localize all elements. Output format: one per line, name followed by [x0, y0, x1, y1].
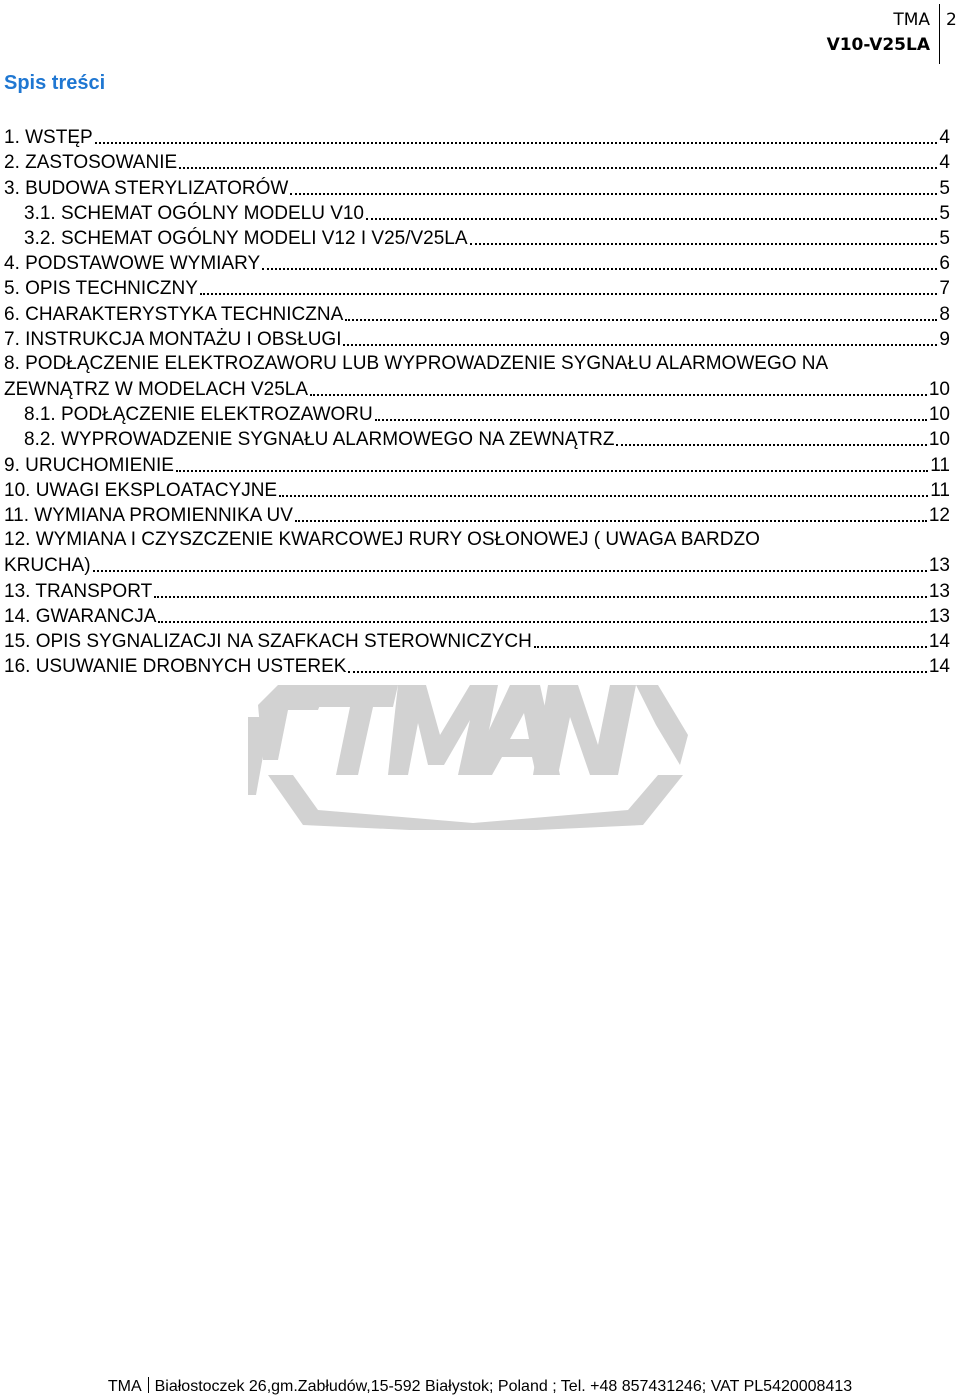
- toc-entry-page: 10: [928, 404, 950, 426]
- toc-entry-label: 15. OPIS SYGNALIZACJI NA SZAFKACH STEROWNICZYCH: [4, 630, 532, 652]
- toc-leader-dots: [95, 141, 938, 144]
- toc-entry-page: 13: [928, 555, 950, 577]
- header-model: V10-V25LA: [826, 35, 930, 55]
- toc-entry[interactable]: [4, 326, 950, 351]
- toc-entry[interactable]: [4, 628, 950, 653]
- toc-entry[interactable]: [4, 552, 950, 577]
- toc-leader-dots: [534, 645, 927, 648]
- toc-entry[interactable]: [4, 300, 950, 325]
- toc-entry-page: 12: [928, 505, 950, 526]
- footer-divider: [148, 1377, 149, 1393]
- toc-leader-dots: [470, 242, 938, 245]
- header-company-name: TMA: [893, 10, 930, 30]
- toc-entry[interactable]: [4, 401, 950, 426]
- toc-leader-dots: [616, 443, 926, 446]
- toc-leader-dots: [154, 595, 927, 598]
- toc-leader-dots: [279, 494, 928, 497]
- toc-entry-label: 3. BUDOWA STERYLIZATORÓW: [4, 177, 289, 199]
- footer-brand: TMA: [107, 1378, 142, 1395]
- toc-entry-page: 4: [939, 152, 950, 174]
- toc-entry-page: 7: [939, 278, 950, 300]
- toc-entry[interactable]: [4, 426, 950, 451]
- toc-leader-dots: [176, 469, 928, 472]
- toc-entry-page: 5: [939, 202, 950, 224]
- toc-entry-label: ZEWNĄTRZ W MODELACH V25LA: [4, 379, 309, 401]
- toc-entry-label: 1. WSTĘP: [4, 127, 93, 149]
- toc-entry-page: 6: [939, 253, 950, 275]
- toc-entry[interactable]: [4, 603, 950, 628]
- toc-entry-label: 2. ZASTOSOWANIE: [4, 152, 178, 174]
- toc-leader-dots: [200, 292, 938, 295]
- page-footer: [0, 1377, 960, 1396]
- toc-entry-label: 4. PODSTAWOWE WYMIARY: [4, 253, 261, 275]
- toc-leader-dots: [345, 318, 937, 321]
- toc-entry-label: 7. INSTRUKCJA MONTAŻU I OBSŁUGI: [4, 328, 342, 350]
- toc-entry-label: KRUCHA): [4, 555, 91, 577]
- toc-entry-page: 13: [928, 580, 950, 602]
- toc-entry[interactable]: [4, 200, 950, 225]
- toc-leader-dots: [310, 393, 927, 396]
- toc-entry[interactable]: [4, 477, 950, 502]
- toc-entry-label: 3.2. SCHEMAT OGÓLNY MODELI V12 I V25/V25LA: [24, 227, 468, 249]
- page-header: [0, 4, 960, 64]
- toc-entry-page: 5: [939, 177, 950, 199]
- toc-entry-label: 10. UWAGI EKSPLOATACYJNE: [4, 479, 278, 501]
- toc-entry-page: 5: [939, 227, 950, 249]
- toc-entry-page: 13: [928, 605, 950, 627]
- toc-leader-dots: [375, 418, 927, 421]
- toc-entry-page: 9: [939, 328, 950, 350]
- toc-leader-dots: [295, 519, 927, 522]
- toc-entry-label: 8.2. WYPROWADZENIE SYGNAŁU ALARMOWEGO NA ZEWNĄTRZ: [24, 429, 615, 451]
- toc-entry[interactable]: [4, 250, 950, 275]
- toc-leader-dots: [343, 343, 937, 346]
- toc-entry-page: 8: [939, 303, 950, 325]
- toc-entry-first-line[interactable]: 8. PODŁĄCZENIE ELEKTROZAWORU LUB WYPROWADZENIE SYGNAŁU ALARMOWEGO NA: [4, 352, 829, 374]
- toc-entry[interactable]: [4, 275, 950, 300]
- toc-entry-label: 3.1. SCHEMAT OGÓLNY MODELU V10: [24, 202, 364, 224]
- toc-leader-dots: [262, 267, 937, 270]
- toc-title: Spis treści: [4, 72, 106, 94]
- table-of-contents: [4, 124, 950, 678]
- toc-entry-label: 11. WYMIANA PROMIENNIKA UV: [4, 505, 293, 526]
- toc-entry-page: 14: [928, 656, 950, 678]
- toc-entry[interactable]: [4, 577, 950, 602]
- tma-logo-watermark-icon: [248, 665, 698, 830]
- toc-entry-label: 8.1. PODŁĄCZENIE ELEKTROZAWORU: [24, 404, 373, 426]
- toc-leader-dots: [158, 620, 926, 623]
- toc-entry-label: 6. CHARAKTERYSTYKA TECHNICZNA: [4, 303, 344, 325]
- footer-address: Białostoczek 26,gm.Zabłudów,15-592 Białystok; Poland ; Tel. +48 857431246; VAT PL5420008413: [154, 1378, 853, 1395]
- toc-entry-page: 11: [930, 454, 950, 476]
- toc-entry-label: 5. OPIS TECHNICZNY: [4, 278, 198, 300]
- header-page-number: 2: [946, 10, 957, 30]
- toc-entry-label: 16. USUWANIE DROBNYCH USTEREK: [4, 656, 347, 678]
- toc-entry-first-line[interactable]: 12. WYMIANA I CZYSZCZENIE KWARCOWEJ RURY OSŁONOWEJ ( UWAGA BARDZO: [4, 529, 760, 550]
- toc-entry[interactable]: [4, 225, 950, 250]
- toc-entry-page: 10: [928, 379, 950, 401]
- toc-entry[interactable]: [4, 174, 950, 199]
- toc-entry-label: 13. TRANSPORT: [4, 580, 153, 602]
- toc-entry-page: 11: [930, 479, 950, 501]
- toc-entry-label: 9. URUCHOMIENIE: [4, 454, 174, 476]
- toc-entry[interactable]: [4, 124, 950, 149]
- toc-entry-page: 4: [939, 127, 950, 149]
- toc-entry-page: 10: [928, 429, 950, 451]
- toc-entry-label: 14. GWARANCJA: [4, 605, 157, 627]
- toc-entry[interactable]: [4, 149, 950, 174]
- toc-leader-dots: [93, 569, 927, 572]
- toc-leader-dots: [366, 217, 937, 220]
- toc-entry[interactable]: [4, 502, 950, 527]
- header-divider: [939, 4, 940, 64]
- toc-leader-dots: [290, 192, 937, 195]
- toc-entry-page: 14: [928, 630, 950, 652]
- toc-leader-dots: [179, 166, 937, 169]
- toc-entry[interactable]: [4, 451, 950, 476]
- toc-entry[interactable]: [4, 376, 950, 401]
